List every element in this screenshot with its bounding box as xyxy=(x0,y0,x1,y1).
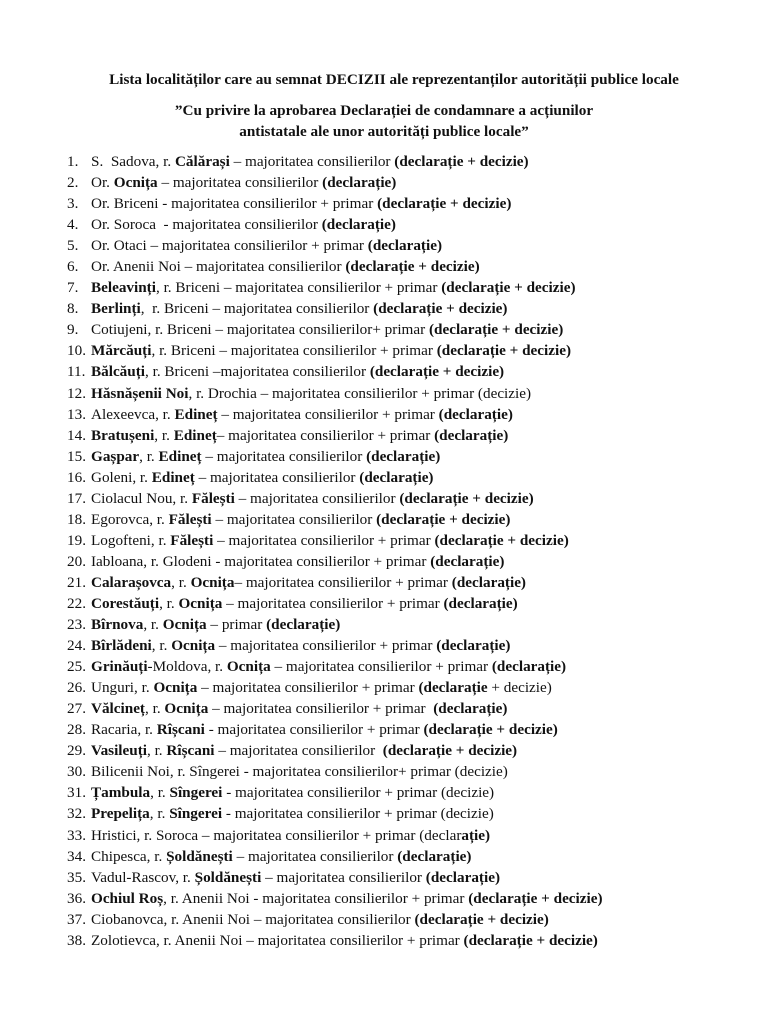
bold-segment: (declarație) xyxy=(359,468,434,486)
bold-segment: Ocnița xyxy=(226,658,271,676)
list-item-text xyxy=(91,867,500,888)
list-item-text xyxy=(91,404,513,425)
bold-segment: (declarație) xyxy=(322,174,397,192)
text-segment: – primar xyxy=(206,616,267,634)
bold-segment: (declarație + decizie) xyxy=(434,531,569,549)
list-item xyxy=(67,193,603,214)
text-segment: , r. xyxy=(143,616,163,634)
bold-segment: Șoldănești xyxy=(166,847,233,865)
list-item-text xyxy=(91,256,480,277)
list-item-number: 24. xyxy=(67,637,86,655)
text-segment: – majoritatea consilierilor xyxy=(157,174,323,192)
list-item-text xyxy=(91,656,566,677)
list-item-text xyxy=(91,193,511,214)
list-item-text xyxy=(91,614,340,635)
list-item-text xyxy=(91,425,508,446)
bold-segment: (declarație) xyxy=(367,237,443,255)
list-item xyxy=(67,930,603,951)
bold-segment: Edineț xyxy=(174,405,218,423)
text-segment: Or. Soroca - majoritatea consilierilor xyxy=(91,216,322,234)
bold-segment: (declarație + decizie) xyxy=(428,321,564,339)
list-item xyxy=(67,825,603,846)
bold-segment: Ocnița xyxy=(190,573,235,591)
bold-segment: Ocnița xyxy=(153,679,198,697)
text-segment: , r. xyxy=(146,742,167,760)
list-item xyxy=(67,446,603,467)
bold-segment: (declarație) xyxy=(397,847,472,865)
list-item-number: 37. xyxy=(67,910,86,928)
text-segment: – majoritatea consilierilor xyxy=(261,868,426,886)
bold-segment: (declarație + decizie) xyxy=(376,510,511,528)
list-item xyxy=(67,761,603,782)
list-item-text xyxy=(91,488,534,509)
bold-segment: (declarație) xyxy=(433,700,508,718)
bold-segment: Vălcineț xyxy=(91,700,145,718)
list-item-text xyxy=(91,509,510,530)
list-item-number: 18. xyxy=(67,510,86,528)
text-segment: , r. Briceni – majoritatea consilierilor xyxy=(140,300,374,318)
text-segment: , r. Briceni –majoritatea consilierilor xyxy=(145,363,370,381)
list-item-number: 20. xyxy=(67,552,86,570)
bold-segment: Ocnița xyxy=(162,616,207,634)
bold-segment: Hăsnășenii Noi xyxy=(91,384,189,402)
text-segment: – majoritatea consilierilor + primar xyxy=(234,573,452,591)
list-item xyxy=(67,909,603,930)
text-segment: , r. xyxy=(145,700,165,718)
list-item-number: 16. xyxy=(67,468,86,486)
bold-segment: (declarație) xyxy=(434,426,509,444)
list-item-number: 1. xyxy=(67,153,79,170)
text-segment: , r. xyxy=(159,594,179,612)
list-item-number: 38. xyxy=(67,931,86,949)
text-segment: Or. Briceni - majoritatea consilierilor + primar xyxy=(91,195,378,213)
list-item-number: 36. xyxy=(67,889,86,907)
list-item xyxy=(67,656,603,677)
list-item xyxy=(67,803,603,824)
bold-segment: Ocnița xyxy=(164,700,209,718)
bold-segment: (declarație + decizie) xyxy=(414,910,549,928)
list-item-text xyxy=(91,888,603,909)
locality-list xyxy=(67,151,603,951)
list-item xyxy=(67,340,603,361)
bold-segment: Grinăuți xyxy=(91,658,148,676)
bold-segment: (declarație + decizie) xyxy=(369,363,505,381)
bold-segment: (declarație) xyxy=(425,868,501,886)
subtitle-line-2: antistatale ale unor autorități publice locale” xyxy=(239,122,529,140)
text-segment: Alexeevca, r. xyxy=(91,405,175,423)
bold-segment: Prepelița xyxy=(91,805,150,823)
list-item-text xyxy=(91,825,490,846)
list-item xyxy=(67,867,603,888)
list-item xyxy=(67,467,603,488)
list-item xyxy=(67,593,603,614)
list-item xyxy=(67,677,603,698)
bold-segment: Vasileuți xyxy=(91,742,147,760)
bold-segment: (declarație + decizie) xyxy=(468,889,603,907)
list-item-text xyxy=(91,277,576,298)
bold-segment: (declarație + decizie) xyxy=(436,342,572,360)
list-item xyxy=(67,319,603,340)
text-segment: – majoritatea consilierilor xyxy=(234,489,400,507)
bold-segment: Edineț xyxy=(173,426,217,444)
text-segment: – majoritatea consilierilor xyxy=(211,510,377,528)
bold-segment: Sîngerei xyxy=(169,805,223,823)
list-item-text xyxy=(91,172,396,193)
list-item xyxy=(67,361,603,382)
list-item-number: 35. xyxy=(67,868,86,886)
text-segment: , r. xyxy=(171,573,191,591)
list-item-text xyxy=(91,151,529,172)
text-segment: Or. Anenii Noi – majoritatea consilierilor xyxy=(91,258,346,276)
text-segment: – majoritatea consilierilor + primar xyxy=(208,700,434,718)
bold-segment: (declarație + decizie) xyxy=(423,721,558,739)
list-item-number: 26. xyxy=(67,679,86,697)
list-item xyxy=(67,572,603,593)
bold-segment: Ocnița xyxy=(113,174,158,192)
list-item-text xyxy=(91,572,526,593)
text-segment: Egorovca, r. xyxy=(91,510,169,528)
text-segment: – majoritatea consilierilor + primar xyxy=(217,405,439,423)
bold-segment: Șoldănești xyxy=(194,868,262,886)
text-segment: Chipesca, r. xyxy=(91,847,167,865)
bold-segment: (declarație) xyxy=(491,658,567,676)
bold-segment: Edineț xyxy=(158,447,202,465)
bold-segment: Fălești xyxy=(191,489,235,507)
list-item-number: 9. xyxy=(67,321,79,339)
text-segment: Or. xyxy=(91,174,114,192)
text-segment: + decizie) xyxy=(487,679,552,697)
bold-segment: Rîșcani xyxy=(166,742,215,760)
bold-segment: (declarație) xyxy=(436,637,511,655)
bold-segment: Rîșcani xyxy=(156,721,205,739)
list-item-text xyxy=(91,467,434,488)
list-item-number: 34. xyxy=(67,847,86,865)
list-item-number: 23. xyxy=(67,616,86,634)
text-segment: , r. Briceni – majoritatea consilierilor + primar xyxy=(155,279,442,297)
bold-segment: Ocnița xyxy=(171,637,216,655)
text-segment: Ciobanovca, r. Anenii Noi – majoritatea consilierilor xyxy=(91,910,415,928)
bold-segment: Mărcăuți xyxy=(91,342,152,360)
list-item xyxy=(67,530,603,551)
list-item-text xyxy=(91,551,504,572)
list-item-text xyxy=(91,235,442,256)
text-segment: – majoritatea consilierilor + primar xyxy=(213,531,435,549)
list-item xyxy=(67,277,603,298)
bold-segment: (declarație) xyxy=(438,405,513,423)
text-segment: – majoritatea consilierilor + primar xyxy=(270,658,492,676)
subtitle-line-1: ”Cu privire la aprobarea Declarației de condamnare a acțiunilor xyxy=(174,102,594,119)
list-item-number: 4. xyxy=(67,216,79,234)
list-item-text xyxy=(91,846,471,867)
text-segment: – majoritatea consilierilor + primar xyxy=(197,679,419,697)
list-item xyxy=(67,151,603,172)
list-item xyxy=(67,172,603,193)
list-item-number: 8. xyxy=(67,300,79,318)
list-item-number: 31. xyxy=(67,784,86,802)
list-item xyxy=(67,235,603,256)
list-item-number: 2. xyxy=(67,174,79,192)
list-item-text xyxy=(91,930,598,951)
bold-segment: (declarație + decizie) xyxy=(441,279,576,297)
list-item-number: 15. xyxy=(67,447,86,465)
list-item-text xyxy=(91,803,494,824)
bold-segment: Gașpar xyxy=(91,447,140,465)
list-item-number: 10. xyxy=(67,342,86,360)
document-title: Lista localităților care au semnat DECIZII ale reprezentanților autorității publice locale xyxy=(109,71,679,88)
text-segment: Ciolacul Nou, r. xyxy=(91,489,192,507)
list-item xyxy=(67,383,603,404)
list-item xyxy=(67,740,603,761)
list-item-number: 32. xyxy=(67,805,86,823)
bold-segment: (declarație) xyxy=(430,552,505,570)
list-item xyxy=(67,214,603,235)
list-item xyxy=(67,256,603,277)
bold-segment: Bîrnova xyxy=(91,616,144,634)
list-item-text xyxy=(91,361,504,382)
list-item-text xyxy=(91,740,517,761)
list-item-number: 22. xyxy=(67,594,86,612)
text-segment: – majoritatea consilierilor xyxy=(201,447,367,465)
text-segment: Vadul-Rascov, r. xyxy=(91,868,195,886)
text-segment: Unguri, r. xyxy=(91,679,154,697)
bold-segment: Berlinți xyxy=(91,300,141,318)
list-item-text xyxy=(91,446,440,467)
text-segment: , r. xyxy=(150,784,170,802)
list-item xyxy=(67,635,603,656)
bold-segment: Calarașovca xyxy=(91,573,172,591)
text-segment: – majoritatea consilierilor + primar xyxy=(222,594,444,612)
list-item-number: 13. xyxy=(67,405,86,423)
text-segment: – majoritatea consilierilor xyxy=(229,153,395,170)
text-segment: - majoritatea consilierilor + primar (decizie) xyxy=(222,784,495,802)
bold-segment: Bălcăuți xyxy=(91,363,146,381)
text-segment: , r. xyxy=(149,805,170,823)
text-segment: Goleni, r. xyxy=(91,468,152,486)
list-item-number: 17. xyxy=(67,489,86,507)
list-item-number: 29. xyxy=(67,742,86,760)
bold-segment: Bîrlădeni xyxy=(91,637,152,655)
bold-segment: ație) xyxy=(461,826,491,844)
list-item-number: 3. xyxy=(67,195,79,213)
bold-segment: Beleavinți xyxy=(91,279,156,297)
bold-segment: (declarație + decizie) xyxy=(373,300,508,318)
list-item xyxy=(67,846,603,867)
list-item xyxy=(67,719,603,740)
text-segment: -Moldova, r. xyxy=(147,658,227,676)
bold-segment: Călărași xyxy=(174,153,230,170)
text-segment: Bilicenii Noi, r. Sîngerei - majoritatea consilierilor+ primar (decizie) xyxy=(91,763,508,781)
list-item xyxy=(67,488,603,509)
list-item-number: 12. xyxy=(67,384,86,402)
list-item-number: 27. xyxy=(67,700,86,718)
bold-segment: (declarație) xyxy=(321,216,396,234)
bold-segment: (declarație) xyxy=(451,573,526,591)
text-segment: Zolotievca, r. Anenii Noi – majoritatea consilierilor + primar xyxy=(91,931,464,949)
list-item-text xyxy=(91,319,563,340)
list-item-number: 14. xyxy=(67,426,86,444)
list-item xyxy=(67,888,603,909)
bold-segment: Ochiul Roș xyxy=(91,889,164,907)
list-item-number: 19. xyxy=(67,531,86,549)
list-item-text xyxy=(91,635,510,656)
list-item-text xyxy=(91,530,569,551)
bold-segment: Fălești xyxy=(168,510,212,528)
text-segment: , r. Briceni – majoritatea consilierilor + primar xyxy=(151,342,437,360)
bold-segment: Bratușeni xyxy=(91,426,155,444)
bold-segment: (declarație + decizie) xyxy=(377,195,512,213)
list-item-number: 28. xyxy=(67,721,86,739)
text-segment: Logofteni, r. xyxy=(91,531,171,549)
list-item-text xyxy=(91,761,508,782)
text-segment: – majoritatea consilierilor xyxy=(232,847,398,865)
text-segment: – majoritatea consilierilor + primar xyxy=(216,426,435,444)
list-item-text xyxy=(91,383,531,404)
list-item-number: 30. xyxy=(67,763,86,781)
list-item-text xyxy=(91,698,507,719)
bold-segment: (declarație + decizie) xyxy=(382,742,518,760)
list-item-text xyxy=(91,909,549,930)
list-item-text xyxy=(91,782,494,803)
document-subtitle xyxy=(20,101,748,142)
list-item-number: 21. xyxy=(67,573,86,591)
bold-segment: Corestăuți xyxy=(91,594,160,612)
text-segment: Or. Otaci – majoritatea consilierilor + primar xyxy=(91,237,368,255)
text-segment: Hristici, r. Soroca – majoritatea consilierilor + primar (declar xyxy=(91,826,462,844)
list-item-text xyxy=(91,340,571,361)
text-segment: Cotiujeni, r. Briceni – majoritatea consilierilor+ primar xyxy=(91,321,429,339)
bold-segment: Sîngerei xyxy=(169,784,223,802)
text-segment: , r. xyxy=(154,426,174,444)
list-item-text xyxy=(91,677,552,698)
list-item-number: 6. xyxy=(67,258,79,276)
bold-segment: Edineț xyxy=(151,468,195,486)
text-segment: , r. xyxy=(139,447,159,465)
text-segment: , r. xyxy=(151,637,172,655)
bold-segment: (declarație + decizie) xyxy=(345,258,480,276)
bold-segment: (declarație) xyxy=(443,594,518,612)
bold-segment: Ocnița xyxy=(178,594,223,612)
list-item-text xyxy=(91,719,558,740)
text-segment: – majoritatea consilierilor xyxy=(214,742,383,760)
text-segment: , r. Anenii Noi - majoritatea consilierilor + primar xyxy=(163,889,469,907)
bold-segment: Țambula xyxy=(91,784,151,802)
list-item xyxy=(67,782,603,803)
text-segment: , r. Drochia – majoritatea consilierilor + primar (decizie) xyxy=(188,384,532,402)
list-item xyxy=(67,404,603,425)
list-item xyxy=(67,509,603,530)
list-item-text xyxy=(91,593,518,614)
text-segment: – majoritatea consilierilor + primar xyxy=(215,637,437,655)
list-item-number: 33. xyxy=(67,826,86,844)
list-item-text xyxy=(91,298,507,319)
bold-segment: (declarație xyxy=(418,679,488,697)
bold-segment: (declarație + decizie) xyxy=(399,489,534,507)
text-segment: - majoritatea consilierilor + primar (decizie) xyxy=(222,805,494,823)
list-item xyxy=(67,298,603,319)
text-segment: S. Sadova, r. xyxy=(91,153,175,170)
bold-segment: (declarație) xyxy=(366,447,441,465)
list-item xyxy=(67,551,603,572)
text-segment: Iabloana, r. Glodeni - majoritatea consilierilor + primar xyxy=(91,552,431,570)
bold-segment: (declarație + decizie) xyxy=(463,931,598,949)
bold-segment: (declarație + decizie) xyxy=(394,153,529,170)
list-item xyxy=(67,698,603,719)
list-item-number: 11. xyxy=(67,363,86,381)
list-item-text xyxy=(91,214,396,235)
list-item xyxy=(67,614,603,635)
list-item xyxy=(67,425,603,446)
bold-segment: (declarație) xyxy=(266,616,341,634)
bold-segment: Fălești xyxy=(170,531,214,549)
text-segment: – majoritatea consilierilor xyxy=(194,468,360,486)
text-segment: - majoritatea consilierilor + primar xyxy=(204,721,424,739)
text-segment: Racaria, r. xyxy=(91,721,157,739)
list-item-number: 7. xyxy=(67,279,79,297)
list-item-number: 5. xyxy=(67,237,79,255)
list-item-number: 25. xyxy=(67,658,86,676)
